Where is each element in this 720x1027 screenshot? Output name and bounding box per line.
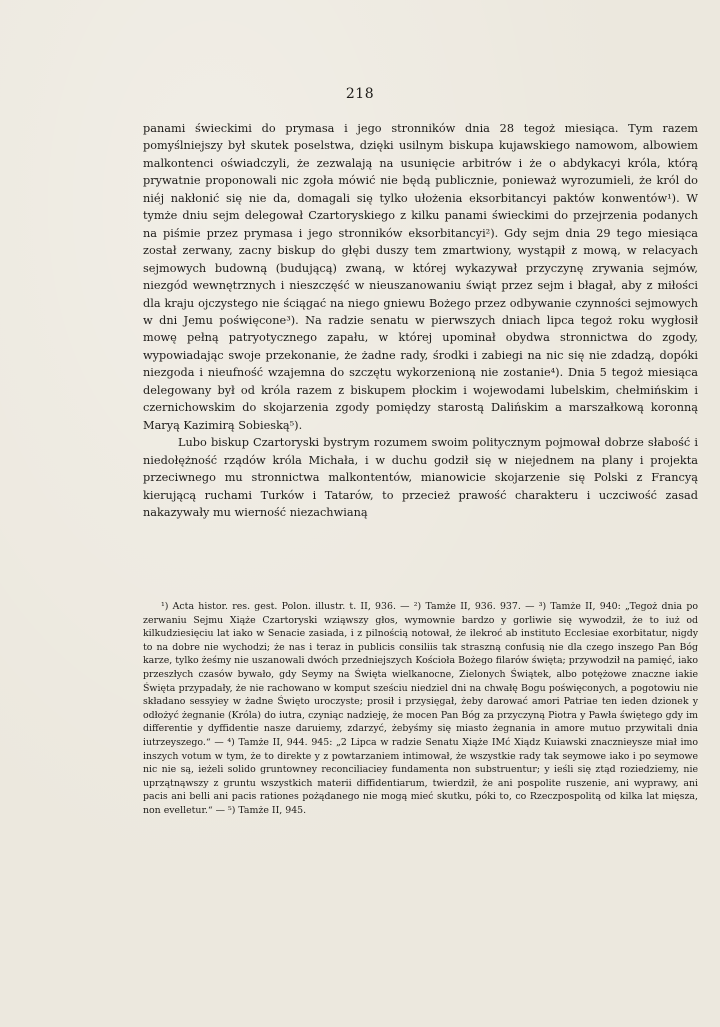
footnote-text: ¹) Acta histor. res. gest. Polon. illustr. t. II, 936. — ²) Tamże II, 936. 937. — ³) Tamże II, 940: „Tegoż dnia po zerwaniu Sejmu Xiąże Czartoryski wziąwszy głos, wymownie bardzo y gorliwie się wywodził, że to iuż od kilkudziesięciu lat iako w Senacie zasiada, i z pilnością notował, że ilekroć ab instituto Ecclesiae exorbitatur, nigdy to na dobre nie wychodzi; że nas i teraz in publicis consiliis tak straszną confusią nie dla czego inszego Pan Bóg karze, tylko żeśmy nie uszanowali dwóch przedniejszych Kościoła Bożego filarów święta; przywodził na pamięć, iako przeszłych czasów bywało, gdy Seymy na Święta wielkanocne, Zielonych Świątek, albo potężowe znaczne iakie Święta przypadały, że nie rachowano w komput sześciu niedziel dni na chwałę Bogu poświęconych, a pogotowiu nie składano sessyiey w żadne Święto uroczyste; prosił i przysięgał, żeby darować amori Patriae ten ieden dzionek y odłożyć żegnanie (Króla) do iutra, czyniąc nadzieję, że mocen Pan Bóg za przyczyną Piotra y Pawła świętego gdy im differentie y dyffidentie nasze daruiemy, zdarzyć, żebyśmy się miasto żegnania in amore mutuo przywitali dnia iutrzeyszego.“ — ⁴) Tamże II, 944. 945: „2 Lipca w radzie Senatu Xiąże IMć Xiądz Kuiawski znacznieysze miał imo inszych votum w tym, że to direkte y z powtarzaniem intimował, że wszystkie rady tak seymowe iako i po seymowe nic nie są, ieżeli solido gruntowney reconciliaciey fundamenta non substruentur; y ieśli się ztąd roziedziemy, nie uprzątnąwszy z gruntu wszystkich materii diffidentiarum, twierdził, że ani pospolite ruszenie, ani wyprawy, ani pacis ani belli ani pacis rationes pożądanego nie mogą mieć skutku, póki to, co Rzeczpospolitą od kilka lat mięsza, non evelletur.“ — ⁵) Tamże II, 945.: [143, 601, 698, 816]
paragraph: panami świeckimi do prymasa i jego stronników dnia 28 tegoż miesiąca. Tym razem pomyślniejszy był skutek poselstwa, dzięki usilnym biskupa kujawskiego namowom, albowiem malkontenci oświadczyli, że zezwalają na usunięcie arbitrów i że o abdykacyi króla, którą prywatnie proponowali nic zgoła mówić nie będą publicznie, ponieważ wyrozumieli, że król do niéj nakłonić się nie da, domagali się tylko ułożenia eksorbitancyi paktów konwentów¹). W tymże dniu sejm delegował Czartoryskiego z kilku panami świeckimi do przejrzenia podanych na piśmie przez prymasa i jego stronników eksorbitancyi²). Gdy sejm dnia 29 tego miesiąca został zerwany, zacny biskup do głębi duszy tem zmartwiony, wystąpił z mową, w relacyach sejmowych budowną (budującą) zwaną, w której wykazywał przyczynę zrywania sejmów, niezgód wewnętrznych i nieszczęść w nieuszanowaniu świąt przez sejm i błagał, aby z miłości dla kraju ojczystego nie ściągać na niego gniewu Bożego przez odbywanie czynności sejmowych w dni Jemu poświęcone³). Na radzie senatu w pierwszych dniach lipca tegoż roku wygłosił mowę pełną patryotycznego zapału, w której upominał obydwa stronnictwa do zgody, wypowiadając swoje przekonanie, że żadne rady, środki i zabiegi na nic się nie zdadzą, dopóki niezgoda i nieufność wzajemna do szczętu wykorzenioną nie zostanie⁴). Dnia 5 tegoż miesiąca delegowany był od króla razem z biskupem płockim i wojewodami lubelskim, chełmińskim i czernichowskim do skojarzenia zgody pomiędzy starostą Dalińskim a marszałkową koronną Maryą Kazimirą Sobieską⁵).: [143, 122, 698, 432]
page-number: 218: [345, 86, 375, 102]
main-text: [143, 120, 698, 521]
paragraph: Lubo biskup Czartoryski bystrym rozumem swoim politycznym pojmował dobrze słabość i niedołężność rządów króla Michała, i w duchu godził się w niejednem na plany i projekta przeciwnego mu stronnictwa malkontentów, mianowicie skojarzenie się Polski z Francyą kierującą ruchami Turków i Tatarów, to przecież prawość charakteru i uczciwość zasad nakazywały mu wierność niezachwianą: [143, 436, 698, 519]
footnotes: [143, 600, 698, 818]
